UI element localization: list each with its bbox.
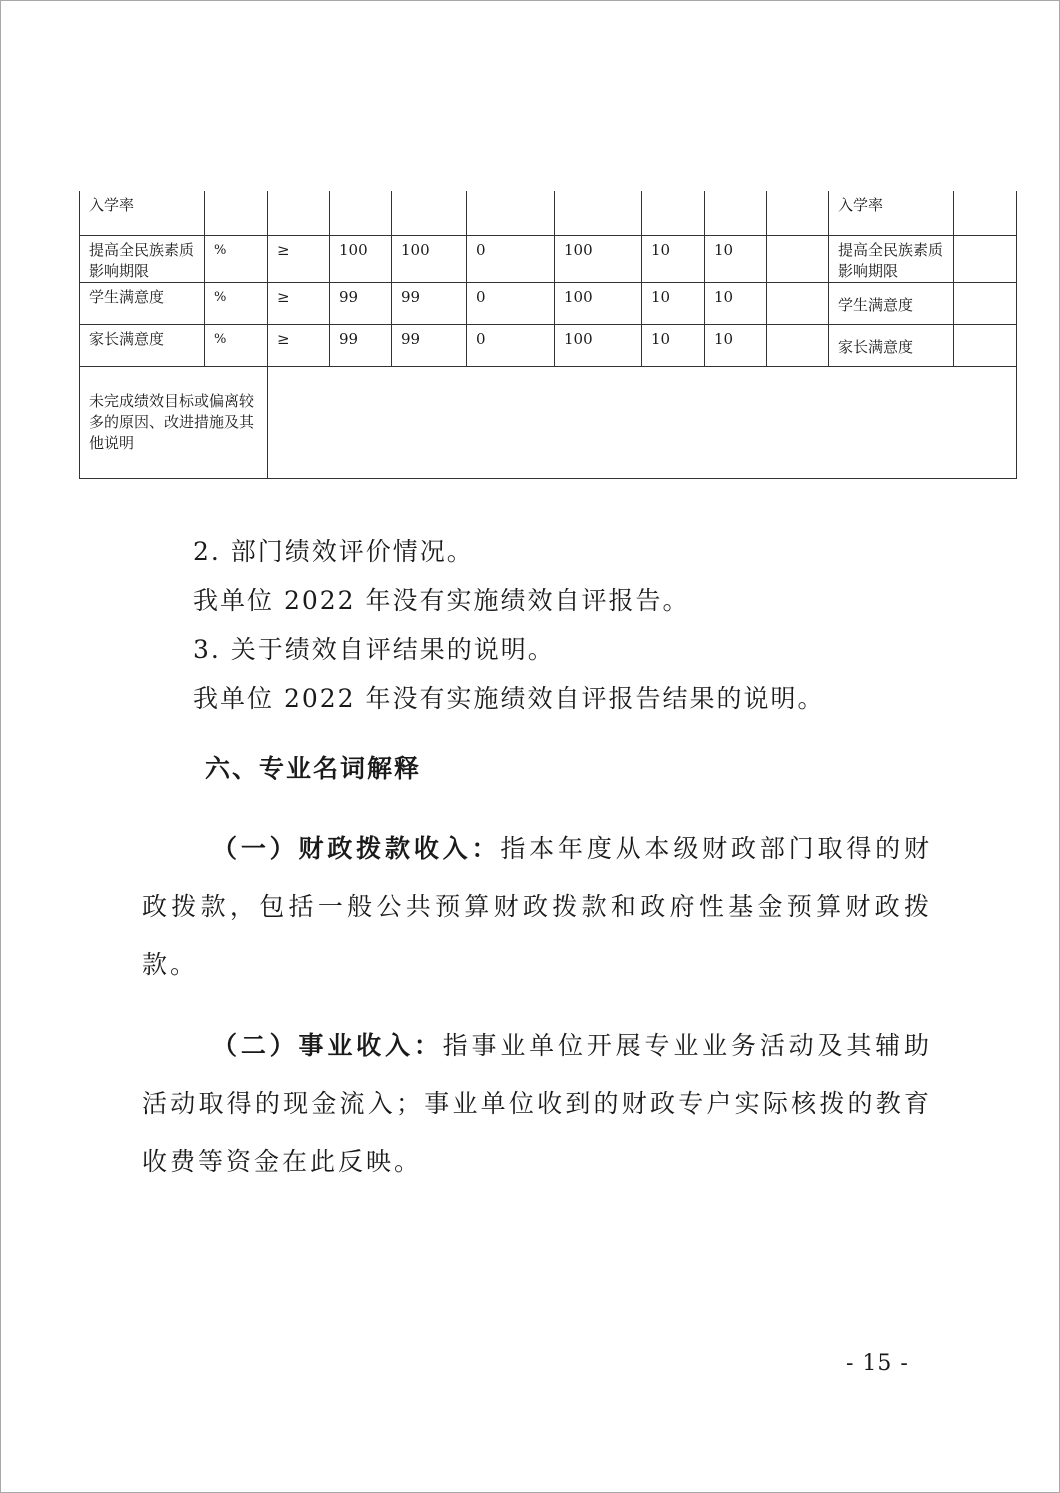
weight-value: 10	[642, 236, 705, 283]
term-business-income	[142, 1017, 932, 1191]
blank-cell	[767, 236, 829, 283]
actual-value	[392, 191, 467, 236]
indicator-name: 学生满意度	[80, 283, 205, 325]
section2-body: 我单位 2022 年没有实施绩效自评报告。	[193, 586, 690, 615]
unit-cell: %	[205, 283, 268, 325]
note-name: 家长满意度	[829, 325, 954, 367]
indicator-name: 提高全民族素质影响期限	[80, 236, 205, 283]
symbol-cell	[268, 191, 330, 236]
target-value: 99	[330, 283, 392, 325]
footer-value	[268, 367, 1017, 479]
deviation-value: 0	[467, 236, 555, 283]
target-value	[330, 191, 392, 236]
actual-value: 99	[392, 325, 467, 367]
unit-cell	[205, 191, 268, 236]
unit-cell: %	[205, 236, 268, 283]
completion-value: 100	[555, 283, 642, 325]
score-value: 10	[705, 325, 767, 367]
section3-body: 我单位 2022 年没有实施绩效自评报告结果的说明。	[193, 684, 825, 713]
term-financial-appropriation	[142, 820, 932, 994]
score-value: 10	[705, 283, 767, 325]
target-value: 100	[330, 236, 392, 283]
note-name: 入学率	[829, 191, 954, 236]
note-name: 提高全民族素质影响期限	[829, 236, 954, 283]
weight-value: 10	[642, 283, 705, 325]
actual-value: 99	[392, 283, 467, 325]
completion-value	[555, 191, 642, 236]
table-row	[80, 283, 1017, 325]
completion-value: 100	[555, 325, 642, 367]
empty-cell	[954, 191, 1017, 236]
empty-cell	[954, 325, 1017, 367]
symbol-cell: ≥	[268, 283, 330, 325]
table-row	[80, 236, 1017, 283]
table-row	[80, 325, 1017, 367]
term-label: （二）事业收入：	[212, 1031, 443, 1060]
term-text: 指事业单位开展专业业务活动及其辅助活动取得的现金流入；事业单位收到的财政专户实际核拨的教育收费等资金在此反映。	[142, 1031, 932, 1176]
indicator-name: 入学率	[80, 191, 205, 236]
table-footer-row	[80, 367, 1017, 479]
blank-cell	[767, 191, 829, 236]
target-value: 99	[330, 325, 392, 367]
deviation-value	[467, 191, 555, 236]
weight-value	[642, 191, 705, 236]
deviation-value: 0	[467, 325, 555, 367]
section2-title: 2. 部门绩效评价情况。	[193, 537, 474, 566]
deviation-value: 0	[467, 283, 555, 325]
section3-title: 3. 关于绩效自评结果的说明。	[193, 635, 555, 664]
indicator-name: 家长满意度	[80, 325, 205, 367]
term-label: （一）财政拨款收入：	[212, 834, 501, 863]
empty-cell	[954, 283, 1017, 325]
score-value: 10	[705, 236, 767, 283]
section6-heading: 六、专业名词解释	[205, 754, 422, 783]
blank-cell	[767, 283, 829, 325]
empty-cell	[954, 236, 1017, 283]
table-row	[80, 191, 1017, 236]
performance-table	[79, 191, 1017, 479]
term-text: 指本年度从本级财政部门取得的财政拨款，包括一般公共预算财政拨款和政府性基金预算财政拨款。	[142, 834, 932, 979]
symbol-cell: ≥	[268, 236, 330, 283]
footer-label: 未完成绩效目标或偏离较多的原因、改进措施及其他说明	[80, 367, 268, 479]
page-number: - 15 -	[846, 1351, 909, 1376]
blank-cell	[767, 325, 829, 367]
completion-value: 100	[555, 236, 642, 283]
symbol-cell: ≥	[268, 325, 330, 367]
score-value	[705, 191, 767, 236]
note-name: 学生满意度	[829, 283, 954, 325]
unit-cell: %	[205, 325, 268, 367]
actual-value: 100	[392, 236, 467, 283]
weight-value: 10	[642, 325, 705, 367]
